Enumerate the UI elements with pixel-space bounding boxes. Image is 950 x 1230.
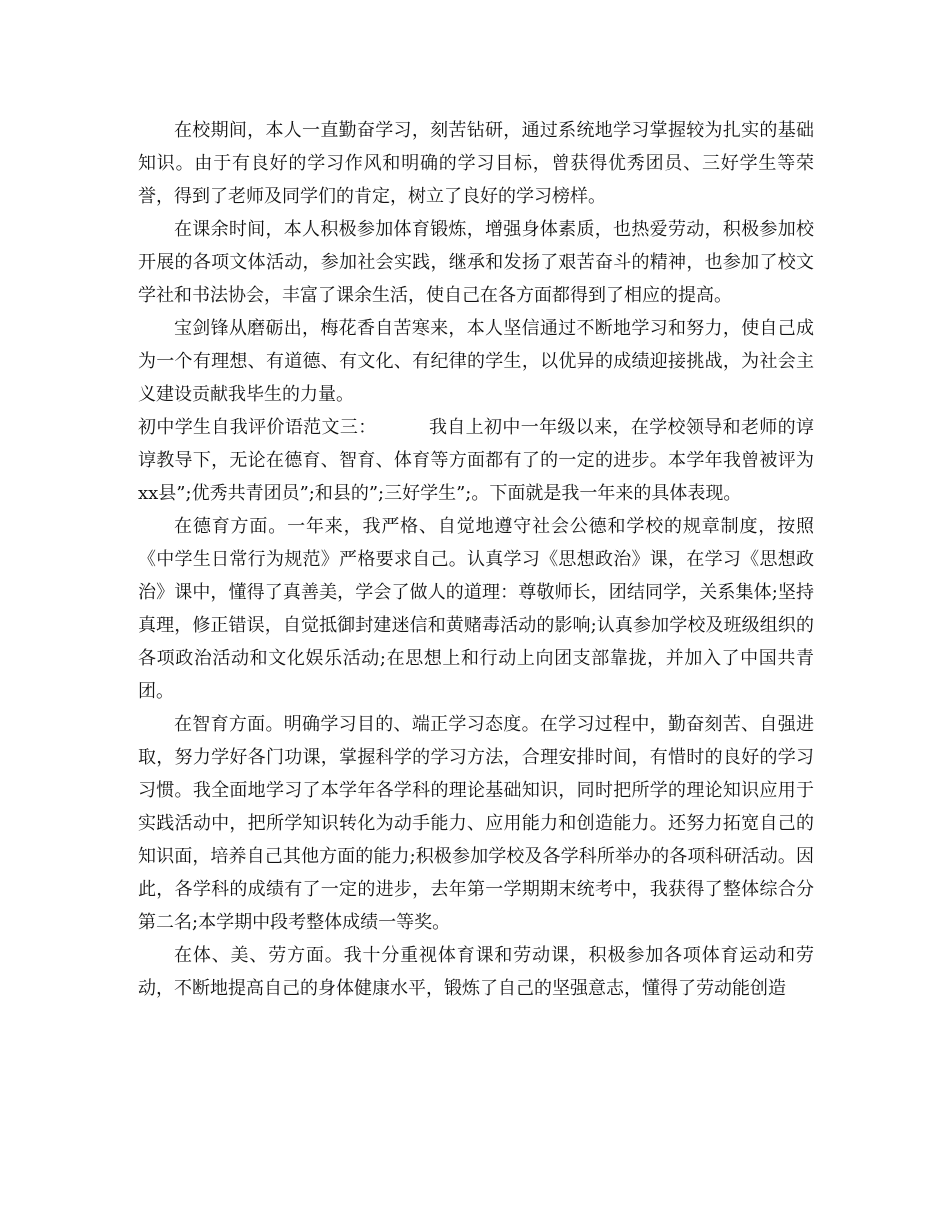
paragraph-study: 在校期间，本人一直勤奋学习，刻苦钻研，通过系统地学习掌握较为扎实的基础知识。由于有良好的学习作风和明确的学习目标，曾获得优秀团员、三好学生等荣誉，得到了老师及同学们的肯定，树立了良好的学习榜样。 bbox=[138, 120, 814, 207]
paragraph-extracurricular: 在课余时间，本人积极参加体育锻炼，增强身体素质，也热爱劳动，积极参加校开展的各项文体活动，参加社会实践，继承和发扬了艰苦奋斗的精神，也参加了校文学社和书法协会，丰富了课余生活，使自己在各方面都得到了相应的提高。 bbox=[138, 219, 814, 306]
section-three bbox=[138, 411, 814, 510]
section-intro: 我自上初中一年级以来，在学校领导和老师的谆谆教导下，无论在德育、智育、体育等方面都有了的一定的进步。本学年我曾被评为xx县”;优秀共青团员”;和县的”;三好学生”;。下面就是我一年来的具体表现。 bbox=[138, 417, 815, 504]
section-heading: 初中学生自我评价语范文三： bbox=[138, 417, 377, 438]
paragraph-moral: 在德育方面。一年来，我严格、自觉地遵守社会公德和学校的规章制度，按照《中学生日常行为规范》严格要求自己。认真学习《思想政治》课，在学习《思想政治》课中，懂得了真善美，学会了做人的道理：尊敬师长，团结同学，关系集体;坚持真理，修正错误，自觉抵御封建迷信和黄赌毒活动的影响;认真参加学校及班级组织的各项政治活动和文化娱乐活动;在思想上和行动上向团支部靠拢，并加入了中国共青团。 bbox=[138, 516, 814, 702]
paragraph-intellectual: 在智育方面。明确学习目的、端正学习态度。在学习过程中，勤奋刻苦、自强进取，努力学好各门功课，掌握科学的学习方法，合理安排时间，有惜时的良好的学习习惯。我全面地学习了本学年各学科的理论基础知识，同时把所学的理论知识应用于实践活动中，把所学知识转化为动手能力、应用能力和创造能力。还努力拓宽自己的知识面，培养自己其他方面的能力;积极参加学校及各学科所举办的各项科研活动。因此，各学科的成绩有了一定的进步，去年第一学期期末统考中，我获得了整体综合分第二名;本学期中段考整体成绩一等奖。 bbox=[138, 714, 814, 933]
paragraph-physical: 在体、美、劳方面。我十分重视体育课和劳动课，积极参加各项体育运动和劳动，不断地提高自己的身体健康水平，锻炼了自己的坚强意志，懂得了劳动能创造 bbox=[138, 945, 814, 999]
paragraph-conclusion: 宝剑锋从磨砺出，梅花香自苦寒来，本人坚信通过不断地学习和努力，使自己成为一个有理想、有道德、有文化、有纪律的学生，以优异的成绩迎接挑战，为社会主义建设贡献我毕生的力量。 bbox=[138, 318, 814, 405]
document-body bbox=[138, 114, 814, 1005]
